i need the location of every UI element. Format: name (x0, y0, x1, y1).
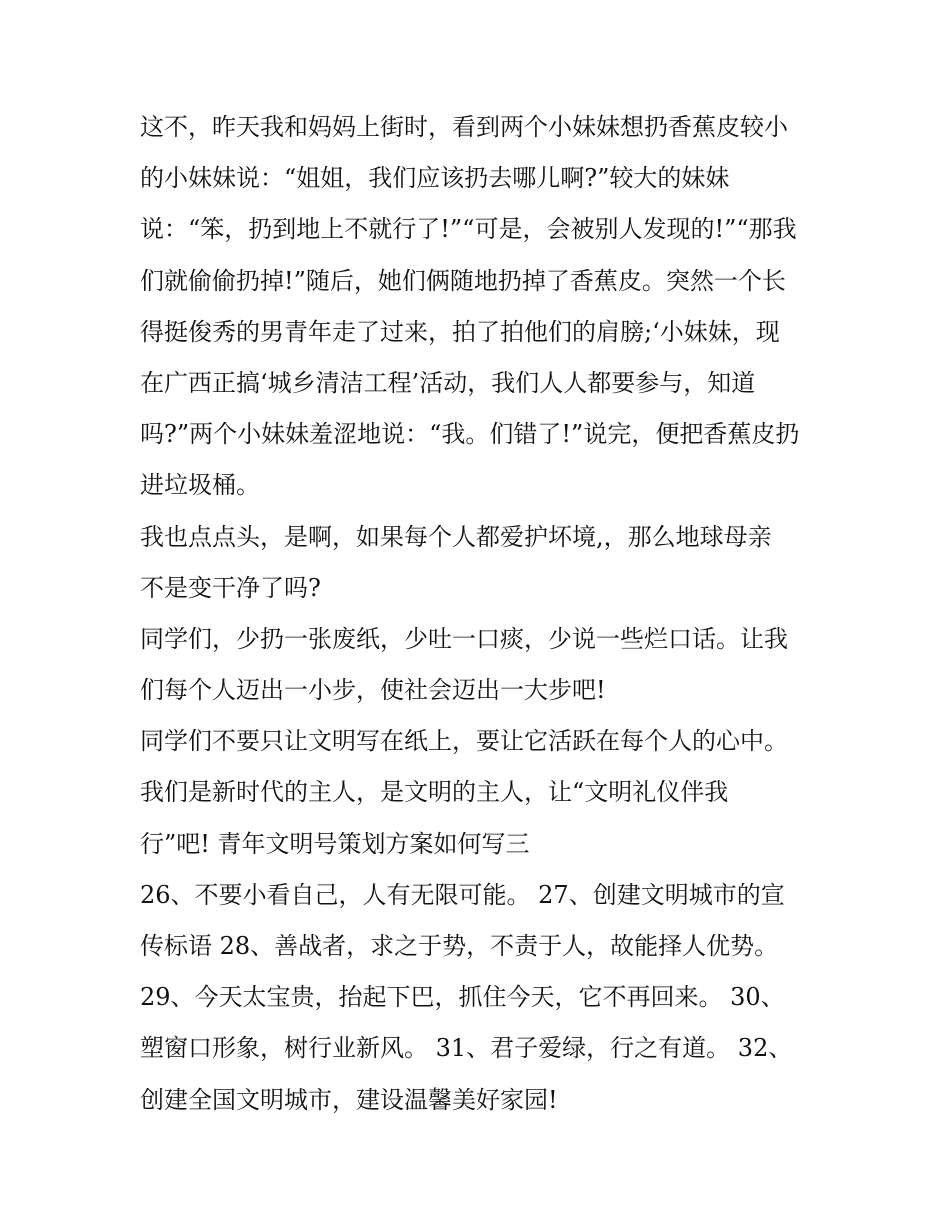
text-line: 同学们不要只让文明写在纸上，要让它活跃在每个人的心中。 (140, 727, 788, 756)
text-line: 我也点点头，是啊，如果每个人都爱护坏境,，那么地球母亲 (140, 522, 772, 551)
text-line: 吗?”两个小妹妹羞涩地说：“我。们错了!”说完，便把香蕉皮扔 (140, 420, 800, 449)
text-line: 29、今天太宝贵，抬起下巴，抓住今天，它不再回来。 30、 (140, 983, 785, 1012)
text-line: 创建全国文明城市，建设温馨美好家园! (140, 1085, 558, 1114)
text-line: 26、不要小看自己，人有无限可能。 27、创建文明城市的宣 (140, 880, 785, 909)
text-line: 进垃圾桶。 (140, 471, 260, 500)
text-line: 说：“笨，扔到地上不就行了!”“可是，会被别人发现的!”“那我 (140, 215, 797, 244)
text-line: 传标语 28、善战者，求之于势，不责于人，故能择人优势。 (140, 932, 779, 960)
text-line: 同学们，少扔一张废纸，少吐一口痰，少说一些烂口话。让我 (140, 624, 788, 653)
text-line: 不是变干净了吗? (140, 573, 321, 602)
text-line: 们每个人迈出一小步，使社会迈出一大步吧! (140, 676, 606, 705)
text-line: 我们是新时代的主人，是文明的主人，让“文明礼仪伴我 (140, 778, 729, 807)
text-line: 行”吧! 青年文明号策划方案如何写三 (140, 829, 530, 858)
text-line: 塑窗口形象，树行业新风。 31、君子爱绿，行之有道。 32、 (140, 1034, 793, 1063)
text-line: 们就偷偷扔掉!”随后，她们俩随地扔掉了香蕉皮。突然一个长 (140, 266, 786, 295)
text-line: 的小妹妹说：“姐姐，我们应该扔去哪儿啊?”较大的妹妹 (140, 164, 730, 193)
text-line: 在广西正搞‘城乡清洁工程’活动，我们人人都要参与，知道 (140, 368, 756, 397)
document-body (140, 102, 820, 1126)
text-line: 得挺俊秀的男青年走了过来，拍了拍他们的肩膀;‘小妹妹，现 (140, 317, 780, 346)
text-line: 这不，昨天我和妈妈上街时，看到两个小妹妹想扔香蕉皮较小 (140, 113, 788, 141)
